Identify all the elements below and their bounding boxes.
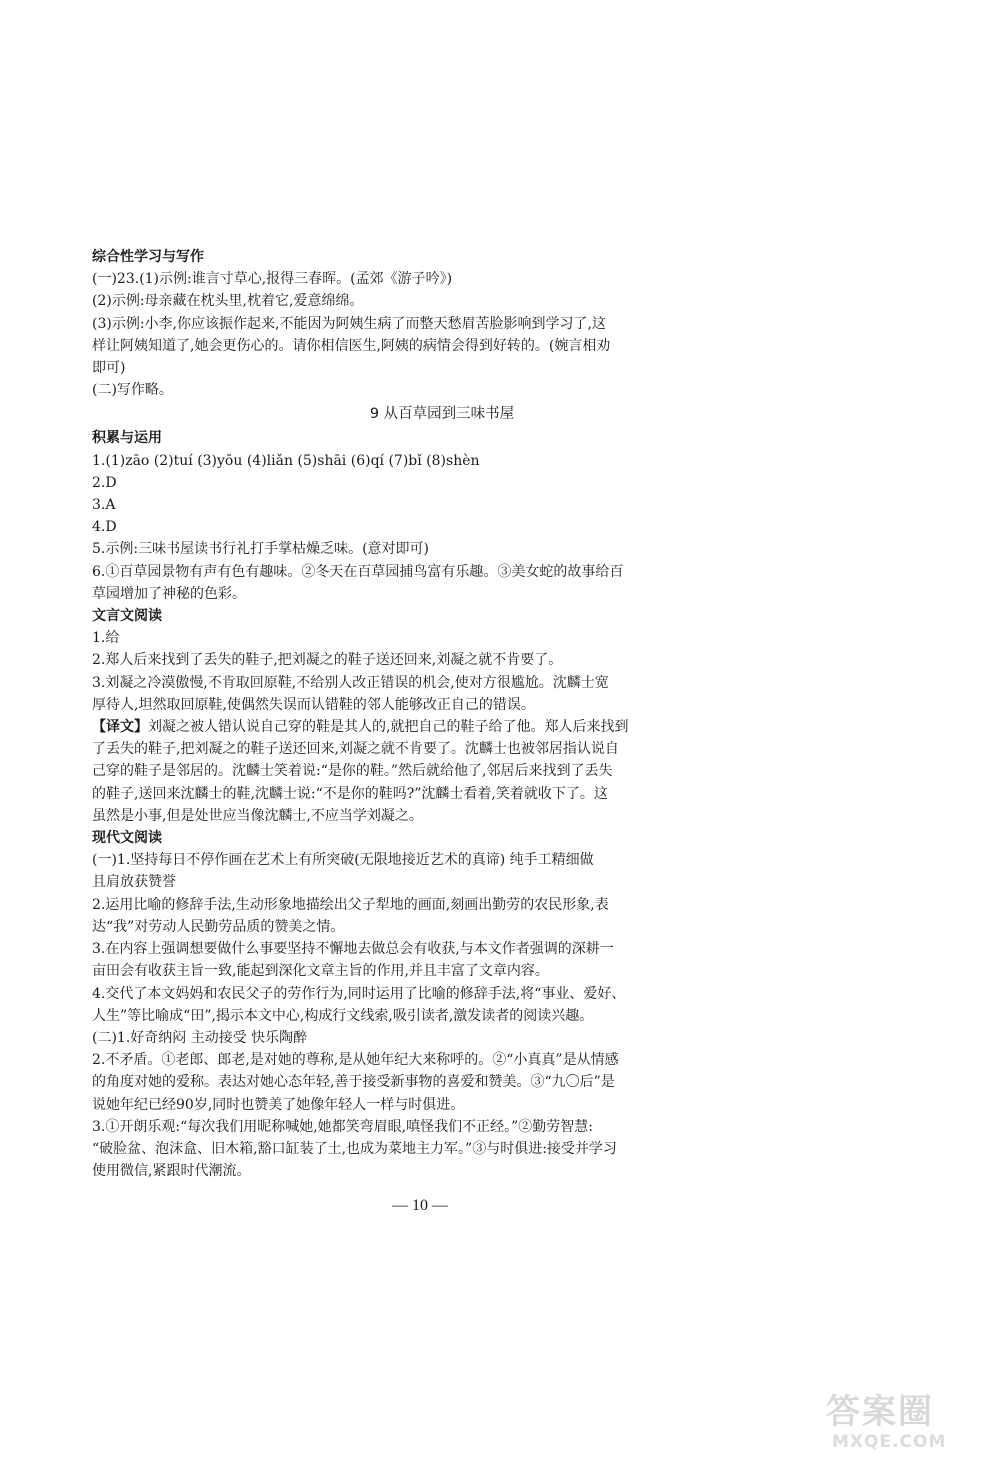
- section-heading: 综合性学习与写作: [92, 249, 204, 265]
- answer-line: 草园增加了神秘的色彩。: [92, 585, 246, 602]
- answer-line: 样让阿姨知道了,她会更伤心的。请你相信医生,阿姨的病情会得到好转的。(婉言相劝: [92, 337, 611, 354]
- translation-line: [92, 716, 752, 738]
- translation-text: 刘凝之被人错认说自己穿的鞋是其人的,就把自己的鞋子给了他。郑人后来找到: [148, 719, 629, 736]
- answer-line: 3.①开朗乐观:“每次我们用昵称喊她,她都笑弯眉眼,嗔怪我们不正经。”②勤劳智慧:: [92, 1118, 594, 1135]
- section-heading: 现代文阅读: [92, 830, 162, 847]
- answer-line: (一)1.坚持每日不停作画在艺术上有所突破(无限地接近艺术的真谛) 纯手工精细做: [92, 852, 594, 869]
- answer-line: 2.郑人后来找到了丢失的鞋子,把刘凝之的鞋子送还回来,刘凝之就不肯要了。: [92, 652, 563, 669]
- answer-line: 4.D: [92, 519, 117, 536]
- answer-line: 厚待人,坦然取回原鞋,使偶然失误而认错鞋的邻人能够改正自己的错误。: [92, 696, 535, 713]
- answer-line: 亩田会有收获主旨一致,能起到深化文章主旨的作用,并且丰富了文章内容。: [92, 963, 549, 980]
- answer-line: (3)示例:小李,你应该振作起来,不能因为阿姨生病了而整天愁眉苦脸影响到学习了,这: [92, 315, 606, 332]
- lesson-title: 9 从百草园到三味书屋: [369, 406, 515, 423]
- answer-line: 5.示例:三味书屋读书行礼打手掌枯燥乏味。(意对即可): [92, 541, 429, 558]
- answer-line: 1.(1)zāo (2)tuí (3)yōu (4)liǎn (5)shāi (6)qí (7)bǐ (8)shèn: [92, 452, 480, 469]
- answer-line: 3.A: [92, 497, 116, 514]
- answer-line: (一)23.(1)示例:谁言寸草心,报得三春晖。(孟郊《游子吟》): [92, 271, 453, 288]
- answer-line: 3.刘凝之冷漠傲慢,不肯取回原鞋,不给别人改正错误的机会,使对方很尴尬。沈麟士宽: [92, 674, 609, 691]
- watermark-site: MXQE.COM: [832, 1432, 947, 1452]
- answer-line: 使用微信,紧跟时代潮流。: [92, 1163, 251, 1180]
- answer-line: 人生”等比喻成“田”,揭示本文中心,构成行文线索,吸引读者,激发读者的阅读兴趣。: [92, 1007, 594, 1024]
- answer-line: 且肩放获赞誉: [92, 874, 176, 891]
- answer-line: (二)1.好奇纳闷 主动接受 快乐陶醉: [92, 1029, 308, 1046]
- translation-line: 了丢失的鞋子,把刘凝之的鞋子送还回来,刘凝之就不肯要了。沈麟士也被邻居指认说自: [92, 741, 619, 758]
- translation-line: 虽然是小事,但是处世应当像沈麟士,不应当学刘凝之。: [92, 807, 423, 824]
- section-heading: 积累与运用: [92, 430, 162, 447]
- answer-line: 达“我”对劳动人民勤劳品质的赞美之情。: [92, 918, 345, 935]
- answer-line: 即可): [92, 360, 126, 377]
- answer-line: (2)示例:母亲藏在枕头里,枕着它,爱意绵绵。: [92, 293, 364, 310]
- page-number: — 10 —: [392, 1197, 448, 1214]
- answer-line: 2.不矛盾。①老郎、郎老,是对她的尊称,是从她年纪大来称呼的。②“小真真”是从情感: [92, 1052, 619, 1069]
- watermark-logo: 答案圈: [826, 1392, 934, 1432]
- answer-content: [92, 246, 752, 1182]
- answer-line: (二)写作略。: [92, 382, 173, 399]
- answer-line: 的角度对她的爱称。表达对她心态年轻,善于接受新事物的喜爱和赞美。③“九〇后”是: [92, 1074, 615, 1091]
- answer-line: 2.D: [92, 474, 117, 491]
- answer-line: 1.给: [92, 630, 120, 647]
- translation-label: 【译文】: [92, 719, 148, 736]
- answer-line: 3.在内容上强调想要做什么事要坚持不懈地去做总会有收获,与本文作者强调的深耕一: [92, 941, 614, 958]
- answer-line: “破脸盆、泡沫盒、旧木箱,豁口缸装了土,也成为菜地主力军。”③与时俱进:接受并学习: [92, 1140, 617, 1157]
- answer-line: 4.交代了本文妈妈和农民父子的劳作行为,同时运用了比喻的修辞手法,将“事业、爱好、: [92, 985, 626, 1002]
- translation-line: 的鞋子,送回来沈麟士的鞋,沈麟士说:“不是你的鞋吗?”沈麟士看着,笑着就收下了。这: [92, 785, 608, 802]
- answer-line: 说她年纪已经90岁,同时也赞美了她像年轻人一样与时俱进。: [92, 1096, 465, 1113]
- translation-line: 己穿的鞋子是邻居的。沈麟士笑着说:“是你的鞋。”然后就给他了,邻居后来找到了丢失: [92, 763, 613, 780]
- section-heading: 文言文阅读: [92, 608, 162, 625]
- answer-line: 6.①百草园景物有声有色有趣味。②冬天在百草园捕鸟富有乐趣。③美女蛇的故事给百: [92, 563, 624, 580]
- site-watermark: [826, 1392, 996, 1458]
- answer-line: 2.运用比喻的修辞手法,生动形象地描绘出父子犁地的画面,刻画出勤劳的农民形象,表: [92, 896, 609, 913]
